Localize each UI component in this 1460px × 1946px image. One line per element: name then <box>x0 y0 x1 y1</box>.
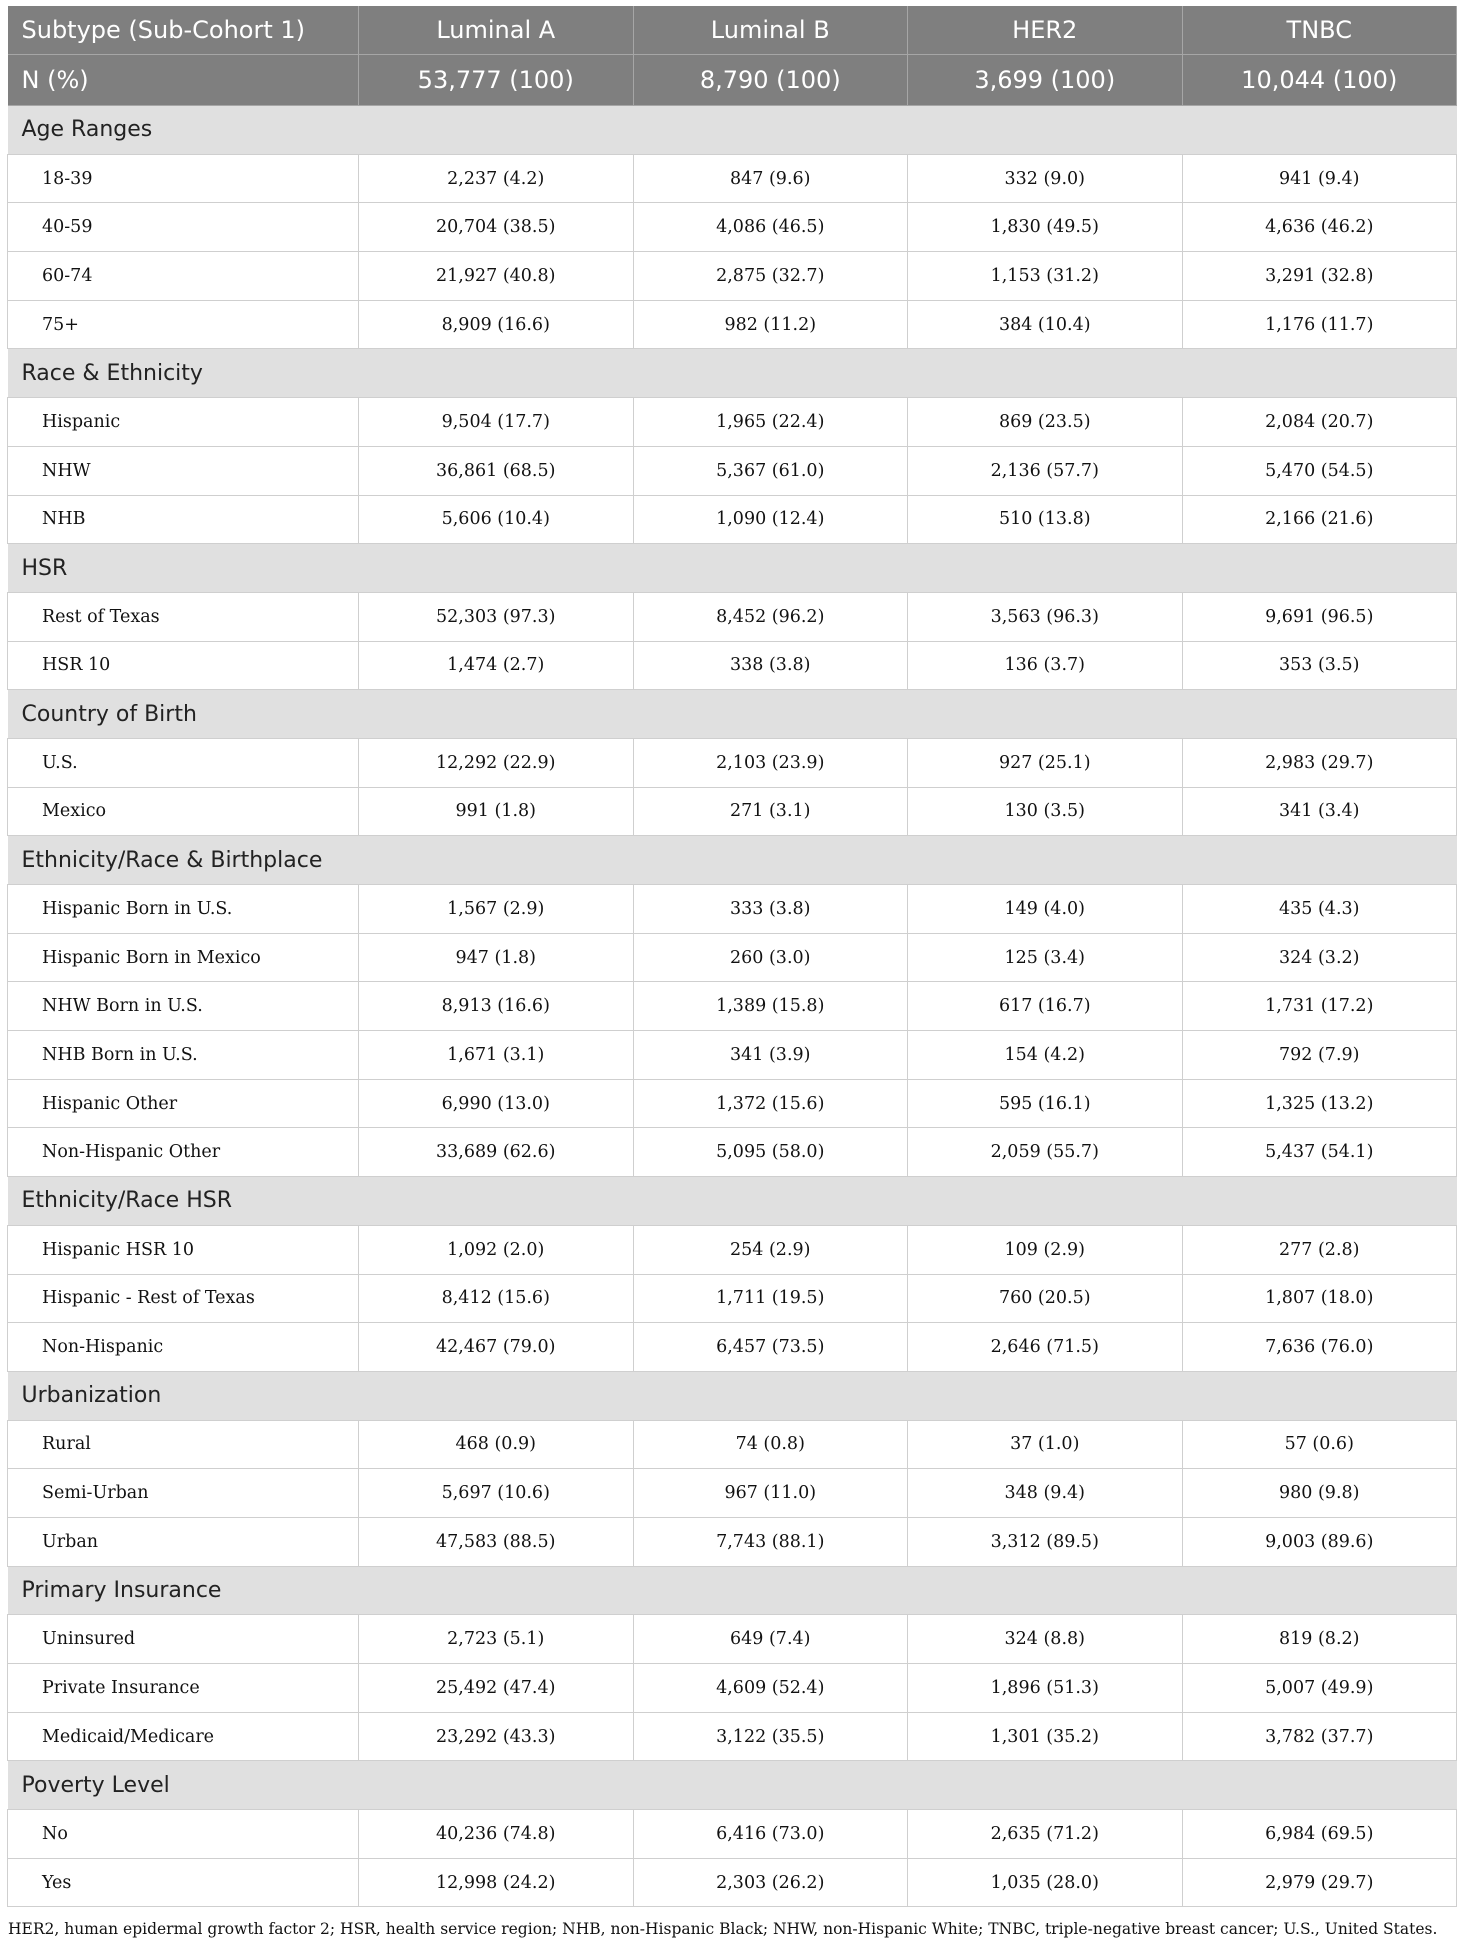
value-cell: 1,567 (2.9) <box>359 885 634 934</box>
value-cell: 42,467 (79.0) <box>359 1323 634 1372</box>
value-cell: 21,927 (40.8) <box>359 252 634 301</box>
value-cell: 40,236 (74.8) <box>359 1810 634 1859</box>
value-cell: 1,372 (15.6) <box>633 1079 908 1128</box>
row-label: Non-Hispanic Other <box>8 1128 359 1177</box>
value-cell: 1,176 (11.7) <box>1182 300 1457 349</box>
value-cell: 6,984 (69.5) <box>1182 1810 1457 1859</box>
value-cell: 5,437 (54.1) <box>1182 1128 1457 1177</box>
n-count-cell: 53,777 (100) <box>359 55 634 106</box>
table-row <box>8 1079 1457 1128</box>
value-cell: 324 (8.8) <box>908 1615 1183 1664</box>
section-title: Poverty Level <box>8 1761 1457 1810</box>
table-body <box>8 106 1457 1907</box>
value-cell: 510 (13.8) <box>908 495 1183 544</box>
value-cell: 37 (1.0) <box>908 1420 1183 1469</box>
row-label: U.S. <box>8 738 359 787</box>
header-cell: TNBC <box>1182 6 1457 55</box>
value-cell: 617 (16.7) <box>908 982 1183 1031</box>
value-cell: 1,671 (3.1) <box>359 1031 634 1080</box>
value-cell: 130 (3.5) <box>908 787 1183 836</box>
row-label: Uninsured <box>8 1615 359 1664</box>
value-cell: 8,909 (16.6) <box>359 300 634 349</box>
value-cell: 5,367 (61.0) <box>633 446 908 495</box>
section-header-row <box>8 544 1457 593</box>
value-cell: 20,704 (38.5) <box>359 203 634 252</box>
table-row <box>8 1517 1457 1566</box>
value-cell: 136 (3.7) <box>908 641 1183 690</box>
value-cell: 125 (3.4) <box>908 933 1183 982</box>
row-label: Rest of Texas <box>8 592 359 641</box>
value-cell: 36,861 (68.5) <box>359 446 634 495</box>
table-row <box>8 885 1457 934</box>
n-count-row <box>8 55 1457 106</box>
value-cell: 3,291 (32.8) <box>1182 252 1457 301</box>
value-cell: 760 (20.5) <box>908 1274 1183 1323</box>
table-row <box>8 1323 1457 1372</box>
value-cell: 9,504 (17.7) <box>359 398 634 447</box>
value-cell: 23,292 (43.3) <box>359 1712 634 1761</box>
value-cell: 8,452 (96.2) <box>633 592 908 641</box>
value-cell: 4,086 (46.5) <box>633 203 908 252</box>
value-cell: 1,035 (28.0) <box>908 1858 1183 1907</box>
value-cell: 927 (25.1) <box>908 738 1183 787</box>
value-cell: 1,153 (31.2) <box>908 252 1183 301</box>
section-title: Primary Insurance <box>8 1566 1457 1615</box>
section-header-row <box>8 836 1457 885</box>
subtype-table <box>7 6 1457 1907</box>
value-cell: 2,166 (21.6) <box>1182 495 1457 544</box>
value-cell: 5,697 (10.6) <box>359 1469 634 1518</box>
section-title: Urbanization <box>8 1371 1457 1420</box>
row-label: NHB Born in U.S. <box>8 1031 359 1080</box>
row-label: Semi-Urban <box>8 1469 359 1518</box>
value-cell: 109 (2.9) <box>908 1225 1183 1274</box>
row-label: 60-74 <box>8 252 359 301</box>
row-label: Medicaid/Medicare <box>8 1712 359 1761</box>
table-row <box>8 1712 1457 1761</box>
value-cell: 2,723 (5.1) <box>359 1615 634 1664</box>
section-title: Ethnicity/Race & Birthplace <box>8 836 1457 885</box>
table-row <box>8 300 1457 349</box>
row-label: Hispanic Born in U.S. <box>8 885 359 934</box>
n-count-cell: N (%) <box>8 55 359 106</box>
value-cell: 982 (11.2) <box>633 300 908 349</box>
value-cell: 595 (16.1) <box>908 1079 1183 1128</box>
value-cell: 941 (9.4) <box>1182 154 1457 203</box>
header-cell: Subtype (Sub-Cohort 1) <box>8 6 359 55</box>
section-title: HSR <box>8 544 1457 593</box>
row-label: Hispanic <box>8 398 359 447</box>
value-cell: 33,689 (62.6) <box>359 1128 634 1177</box>
value-cell: 8,913 (16.6) <box>359 982 634 1031</box>
row-label: No <box>8 1810 359 1859</box>
row-label: NHW Born in U.S. <box>8 982 359 1031</box>
value-cell: 332 (9.0) <box>908 154 1183 203</box>
value-cell: 869 (23.5) <box>908 398 1183 447</box>
value-cell: 6,416 (73.0) <box>633 1810 908 1859</box>
value-cell: 2,979 (29.7) <box>1182 1858 1457 1907</box>
value-cell: 1,830 (49.5) <box>908 203 1183 252</box>
row-label: Hispanic HSR 10 <box>8 1225 359 1274</box>
value-cell: 57 (0.6) <box>1182 1420 1457 1469</box>
table-row <box>8 446 1457 495</box>
value-cell: 348 (9.4) <box>908 1469 1183 1518</box>
value-cell: 819 (8.2) <box>1182 1615 1457 1664</box>
n-count-cell: 10,044 (100) <box>1182 55 1457 106</box>
value-cell: 1,092 (2.0) <box>359 1225 634 1274</box>
value-cell: 792 (7.9) <box>1182 1031 1457 1080</box>
value-cell: 1,965 (22.4) <box>633 398 908 447</box>
value-cell: 2,983 (29.7) <box>1182 738 1457 787</box>
table-row <box>8 495 1457 544</box>
value-cell: 154 (4.2) <box>908 1031 1183 1080</box>
value-cell: 1,090 (12.4) <box>633 495 908 544</box>
value-cell: 435 (4.3) <box>1182 885 1457 934</box>
table-row <box>8 787 1457 836</box>
value-cell: 2,084 (20.7) <box>1182 398 1457 447</box>
table-container <box>7 6 1456 1907</box>
n-count-cell: 8,790 (100) <box>633 55 908 106</box>
value-cell: 52,303 (97.3) <box>359 592 634 641</box>
value-cell: 9,691 (96.5) <box>1182 592 1457 641</box>
table-row <box>8 1225 1457 1274</box>
table-row <box>8 1858 1457 1907</box>
table-row <box>8 738 1457 787</box>
row-label: NHW <box>8 446 359 495</box>
row-label: Private Insurance <box>8 1664 359 1713</box>
value-cell: 1,807 (18.0) <box>1182 1274 1457 1323</box>
table-row <box>8 982 1457 1031</box>
value-cell: 9,003 (89.6) <box>1182 1517 1457 1566</box>
table-row <box>8 252 1457 301</box>
value-cell: 1,325 (13.2) <box>1182 1079 1457 1128</box>
table-row <box>8 1031 1457 1080</box>
value-cell: 254 (2.9) <box>633 1225 908 1274</box>
table-row <box>8 641 1457 690</box>
table-row <box>8 1128 1457 1177</box>
section-header-row <box>8 349 1457 398</box>
value-cell: 1,474 (2.7) <box>359 641 634 690</box>
row-label: Hispanic - Rest of Texas <box>8 1274 359 1323</box>
header-row <box>8 6 1457 55</box>
value-cell: 3,563 (96.3) <box>908 592 1183 641</box>
section-title: Ethnicity/Race HSR <box>8 1177 1457 1226</box>
table-row <box>8 154 1457 203</box>
table-row <box>8 1274 1457 1323</box>
value-cell: 1,711 (19.5) <box>633 1274 908 1323</box>
value-cell: 3,782 (37.7) <box>1182 1712 1457 1761</box>
value-cell: 8,412 (15.6) <box>359 1274 634 1323</box>
table-row <box>8 1810 1457 1859</box>
section-title: Race & Ethnicity <box>8 349 1457 398</box>
value-cell: 384 (10.4) <box>908 300 1183 349</box>
section-header-row <box>8 1177 1457 1226</box>
value-cell: 149 (4.0) <box>908 885 1183 934</box>
value-cell: 5,007 (49.9) <box>1182 1664 1457 1713</box>
value-cell: 468 (0.9) <box>359 1420 634 1469</box>
section-header-row <box>8 1566 1457 1615</box>
table-footnote: HER2, human epidermal growth factor 2; HSR, health service region; NHB, non-Hispanic Black; NHW, non-Hispanic White; TNBC, triple-negative breast cancer; U.S., United States. <box>8 1920 1438 1938</box>
table-row <box>8 1615 1457 1664</box>
row-label: 18-39 <box>8 154 359 203</box>
row-label: HSR 10 <box>8 641 359 690</box>
row-label: Rural <box>8 1420 359 1469</box>
header-cell: HER2 <box>908 6 1183 55</box>
row-label: NHB <box>8 495 359 544</box>
value-cell: 847 (9.6) <box>633 154 908 203</box>
table-row <box>8 592 1457 641</box>
value-cell: 947 (1.8) <box>359 933 634 982</box>
row-label: Urban <box>8 1517 359 1566</box>
value-cell: 341 (3.4) <box>1182 787 1457 836</box>
value-cell: 5,095 (58.0) <box>633 1128 908 1177</box>
row-label: 40-59 <box>8 203 359 252</box>
value-cell: 6,990 (13.0) <box>359 1079 634 1128</box>
value-cell: 991 (1.8) <box>359 787 634 836</box>
value-cell: 2,875 (32.7) <box>633 252 908 301</box>
value-cell: 7,743 (88.1) <box>633 1517 908 1566</box>
row-label: Hispanic Other <box>8 1079 359 1128</box>
value-cell: 2,303 (26.2) <box>633 1858 908 1907</box>
table-row <box>8 1664 1457 1713</box>
value-cell: 47,583 (88.5) <box>359 1517 634 1566</box>
value-cell: 1,301 (35.2) <box>908 1712 1183 1761</box>
value-cell: 5,470 (54.5) <box>1182 446 1457 495</box>
value-cell: 353 (3.5) <box>1182 641 1457 690</box>
section-header-row <box>8 106 1457 155</box>
value-cell: 3,122 (35.5) <box>633 1712 908 1761</box>
n-count-cell: 3,699 (100) <box>908 55 1183 106</box>
value-cell: 260 (3.0) <box>633 933 908 982</box>
table-row <box>8 1420 1457 1469</box>
value-cell: 2,635 (71.2) <box>908 1810 1183 1859</box>
value-cell: 6,457 (73.5) <box>633 1323 908 1372</box>
value-cell: 271 (3.1) <box>633 787 908 836</box>
table-row <box>8 933 1457 982</box>
value-cell: 74 (0.8) <box>633 1420 908 1469</box>
row-label: 75+ <box>8 300 359 349</box>
value-cell: 12,292 (22.9) <box>359 738 634 787</box>
value-cell: 12,998 (24.2) <box>359 1858 634 1907</box>
table-header <box>8 6 1457 106</box>
value-cell: 277 (2.8) <box>1182 1225 1457 1274</box>
header-cell: Luminal A <box>359 6 634 55</box>
table-row <box>8 1469 1457 1518</box>
value-cell: 967 (11.0) <box>633 1469 908 1518</box>
value-cell: 338 (3.8) <box>633 641 908 690</box>
value-cell: 333 (3.8) <box>633 885 908 934</box>
value-cell: 2,136 (57.7) <box>908 446 1183 495</box>
value-cell: 4,609 (52.4) <box>633 1664 908 1713</box>
value-cell: 1,389 (15.8) <box>633 982 908 1031</box>
value-cell: 980 (9.8) <box>1182 1469 1457 1518</box>
row-label: Hispanic Born in Mexico <box>8 933 359 982</box>
value-cell: 324 (3.2) <box>1182 933 1457 982</box>
value-cell: 2,103 (23.9) <box>633 738 908 787</box>
value-cell: 341 (3.9) <box>633 1031 908 1080</box>
value-cell: 2,059 (55.7) <box>908 1128 1183 1177</box>
value-cell: 7,636 (76.0) <box>1182 1323 1457 1372</box>
row-label: Mexico <box>8 787 359 836</box>
value-cell: 25,492 (47.4) <box>359 1664 634 1713</box>
row-label: Non-Hispanic <box>8 1323 359 1372</box>
section-title: Country of Birth <box>8 690 1457 739</box>
value-cell: 1,896 (51.3) <box>908 1664 1183 1713</box>
value-cell: 4,636 (46.2) <box>1182 203 1457 252</box>
row-label: Yes <box>8 1858 359 1907</box>
header-cell: Luminal B <box>633 6 908 55</box>
table-row <box>8 398 1457 447</box>
value-cell: 649 (7.4) <box>633 1615 908 1664</box>
value-cell: 3,312 (89.5) <box>908 1517 1183 1566</box>
value-cell: 5,606 (10.4) <box>359 495 634 544</box>
section-header-row <box>8 1371 1457 1420</box>
value-cell: 2,646 (71.5) <box>908 1323 1183 1372</box>
value-cell: 2,237 (4.2) <box>359 154 634 203</box>
section-header-row <box>8 690 1457 739</box>
section-title: Age Ranges <box>8 106 1457 155</box>
value-cell: 1,731 (17.2) <box>1182 982 1457 1031</box>
table-row <box>8 203 1457 252</box>
section-header-row <box>8 1761 1457 1810</box>
